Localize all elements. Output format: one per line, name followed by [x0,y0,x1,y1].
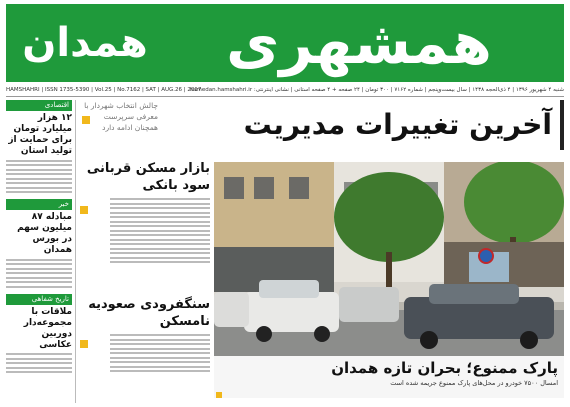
sidebar-headline[interactable]: ملاقات با مجموعه‌دار دوربین عکاسی [23,306,72,350]
masthead [6,4,564,82]
article-stonework [80,296,210,400]
photo-caption-subtitle: امسال ۷۵۰۰ خودرو در محل‌های پارک ممنوع جریمه شده است [390,379,558,387]
issue-info-bar [6,85,564,97]
photo-caption [214,356,564,398]
article-title[interactable]: سنگفرودی صعودیه نامسکن [88,297,210,329]
sidebar-section-economy [6,100,72,193]
sidebar-body-text [6,160,72,194]
article-housing [80,160,210,280]
sidebar-headline[interactable]: مبادله ۸۷ میلیون سهم در بورس همدان [17,212,72,255]
article-title[interactable]: بازار مسکن قربانی سود بانکی [86,161,210,193]
article-body-text [80,334,210,372]
sidebar-body-text [6,353,72,373]
sidebar-section-oral-history [6,294,72,374]
sidebar-section-label: تاریخ شفاهی [6,294,72,305]
issue-info-persian: شنبه ۴ شهریور ۱۳۹۶ | ۴ ذی‌الحجه ۱۴۳۸ | سال بیست‌وپنجم | شماره ۷۱۶۲ | ۳۰۰ تومان | ۲۴ صفحه + ۴ صفحه استانی | نشانی اینترنتی: hamedan.hamshahri.ir [189,87,564,93]
photo-caption-title[interactable]: پارک ممنوع؛ بحران تازه همدان [331,359,558,377]
pin-icon [80,340,88,348]
sidebar-section-label: اقتصادی [6,100,72,111]
pin-icon [216,392,222,398]
main-headline[interactable]: آخرین تغییرات مدیریت [164,100,564,150]
masthead-logo: همشهری [226,9,492,77]
pin-icon [82,116,90,124]
sidebar-section-label: خبر [6,199,72,210]
hero-teaser[interactable]: چالش انتخاب شهردار با معرفی سرپرست همچنان ادامه دارد [84,101,158,132]
sidebar-headline[interactable]: ۱۲ هزار میلیارد تومان برای حمایت از تولید استان [8,113,72,156]
pin-icon [80,206,88,214]
article-body-text [80,198,210,263]
sidebar-body-text [6,259,72,288]
sidebar [6,100,72,403]
column-divider [75,100,76,403]
sidebar-section-news [6,199,72,288]
issue-info-latin: HAMSHAHRI | ISSN 1735-5390 | Vol.25 | No.7162 | SAT | AUG.26 | 2017 [6,87,202,93]
masthead-city: همدان [22,20,148,66]
